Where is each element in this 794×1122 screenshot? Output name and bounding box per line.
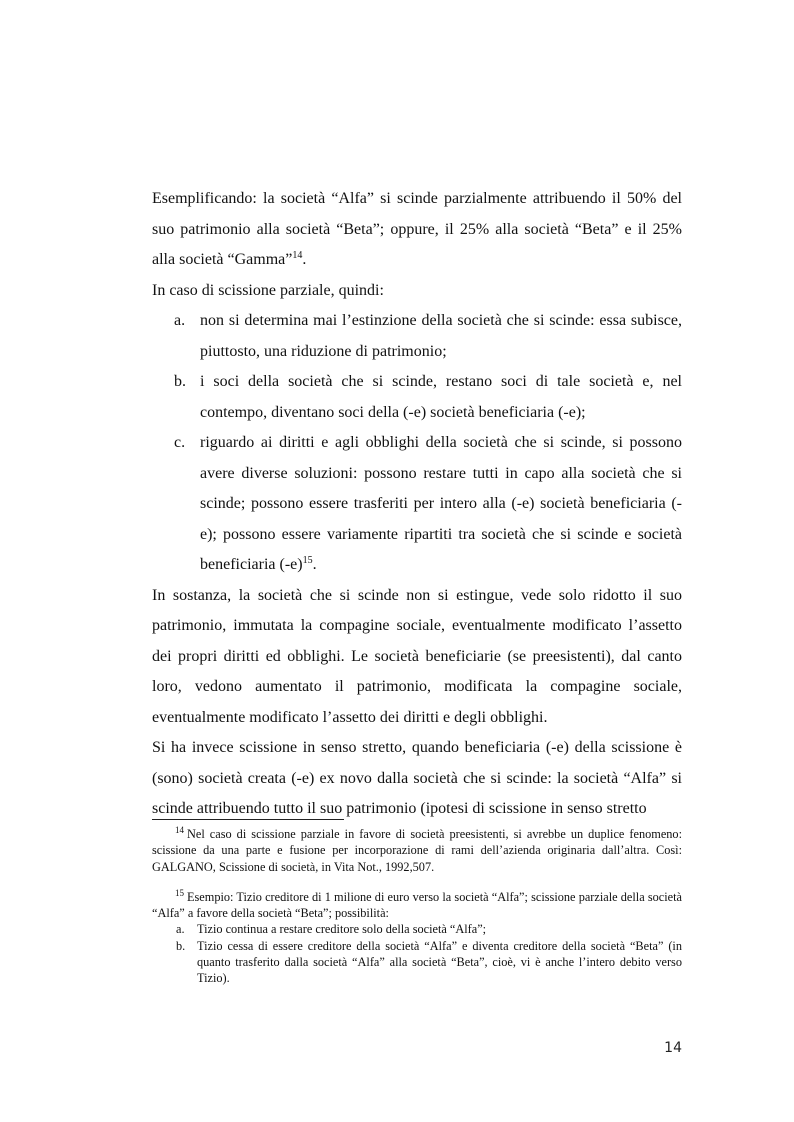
footnote-15-intro: [152, 889, 682, 922]
footnote-number: 15: [175, 887, 184, 898]
footnote-list-item-text: Tizio cessa di essere creditore della società “Alfa” e diventa creditore della società “Beta” (in quanto trasferito dalla società “Alfa” alla società “Beta”, cioè, vi è anche l’intero debito verso Tizio).: [197, 938, 682, 986]
footnote-ref-14: 14: [292, 250, 303, 261]
list-marker: a.: [174, 312, 186, 329]
footnote-15-list: [152, 921, 682, 986]
page-number: 14: [664, 1040, 682, 1056]
footnote-15: [152, 889, 682, 987]
paragraph-strict-sense: Si ha invece scissione in senso stretto, quando beneficiaria (-e) della scissione è (sono) società creata (-e) ex novo dalla società che si scinde: la società “Alfa” si scinde attribuendo tutto il suo patrimonio (ipotesi di scissione in senso stretto: [152, 739, 682, 817]
footnote-ref-15: 15: [302, 555, 313, 566]
body-text: [152, 184, 682, 825]
footnote-text: Esempio: Tizio creditore di 1 milione di euro verso la società “Alfa”; scissione parziale della società “Alfa” a favore della società “Beta”; possibilità:: [152, 889, 682, 921]
footnote-14: [152, 826, 682, 875]
consequences-list: [152, 306, 682, 581]
paragraph-summary: In sostanza, la società che si scinde non si estingue, vede solo ridotto il suo patrimonio, immutata la compagine sociale, eventualmente modificato l’assetto dei propri diritti ed obblighi. Le società beneficiarie (se preesistenti), dal canto loro, vedono aumentato il patrimonio, modificata la compagine sociale, eventualmente modificato l’assetto dei diritti e degli obblighi.: [152, 586, 682, 726]
list-item: [152, 306, 682, 367]
list-item-text: non si determina mai l’estinzione della società che si scinde: essa subisce, piuttosto, una riduzione di patrimonio;: [200, 312, 682, 360]
footnotes: [152, 826, 682, 987]
paragraph-intro-list: In caso di scissione parziale, quindi:: [152, 281, 384, 299]
footnote-list-item-text: Tizio continua a restare creditore solo della società “Alfa”;: [197, 922, 487, 937]
list-item-end: .: [312, 556, 317, 573]
footnote-divider: [152, 819, 344, 820]
list-item-text: riguardo ai diritti e agli obblighi della società che si scinde, si possono avere diverse soluzioni: possono restare tutti in capo alla società che si scinde; possono essere trasferiti per intero alla (-e) società beneficiaria (-e); possono essere variamente ripartiti tra società che si scinde e società beneficiaria (-e): [200, 434, 682, 573]
list-item: [152, 428, 682, 581]
paragraph-example: [152, 184, 682, 276]
footnote-text: Nel caso di scissione parziale in favore di società preesistenti, si avrebbe un duplice fenomeno: scissione da una parte e fusione per incorporazione di rami dell’azienda originaria dall’altra. Così: GALGANO, Scissione di società, in Vita Not., 1992,507.: [152, 827, 682, 874]
footnote-list-item: [152, 938, 682, 987]
footnote-list-item: [152, 921, 682, 937]
paragraph-example-text: Esemplificando: la società “Alfa” si scinde parzialmente attribuendo il 50% del suo patrimonio alla società “Beta”; oppure, il 25% alla società “Beta” e il 25% alla società “Gamma”: [152, 190, 682, 268]
list-item-text: i soci della società che si scinde, restano soci di tale società e, nel contempo, diventano soci della (-e) società beneficiaria (-e);: [200, 373, 682, 421]
list-marker: a.: [176, 922, 185, 937]
list-marker: c.: [174, 434, 186, 451]
list-marker: b.: [174, 373, 186, 390]
list-marker: b.: [176, 938, 186, 953]
list-item: [152, 367, 682, 428]
paragraph-example-end: .: [302, 251, 307, 268]
footnote-number: 14: [175, 825, 184, 835]
